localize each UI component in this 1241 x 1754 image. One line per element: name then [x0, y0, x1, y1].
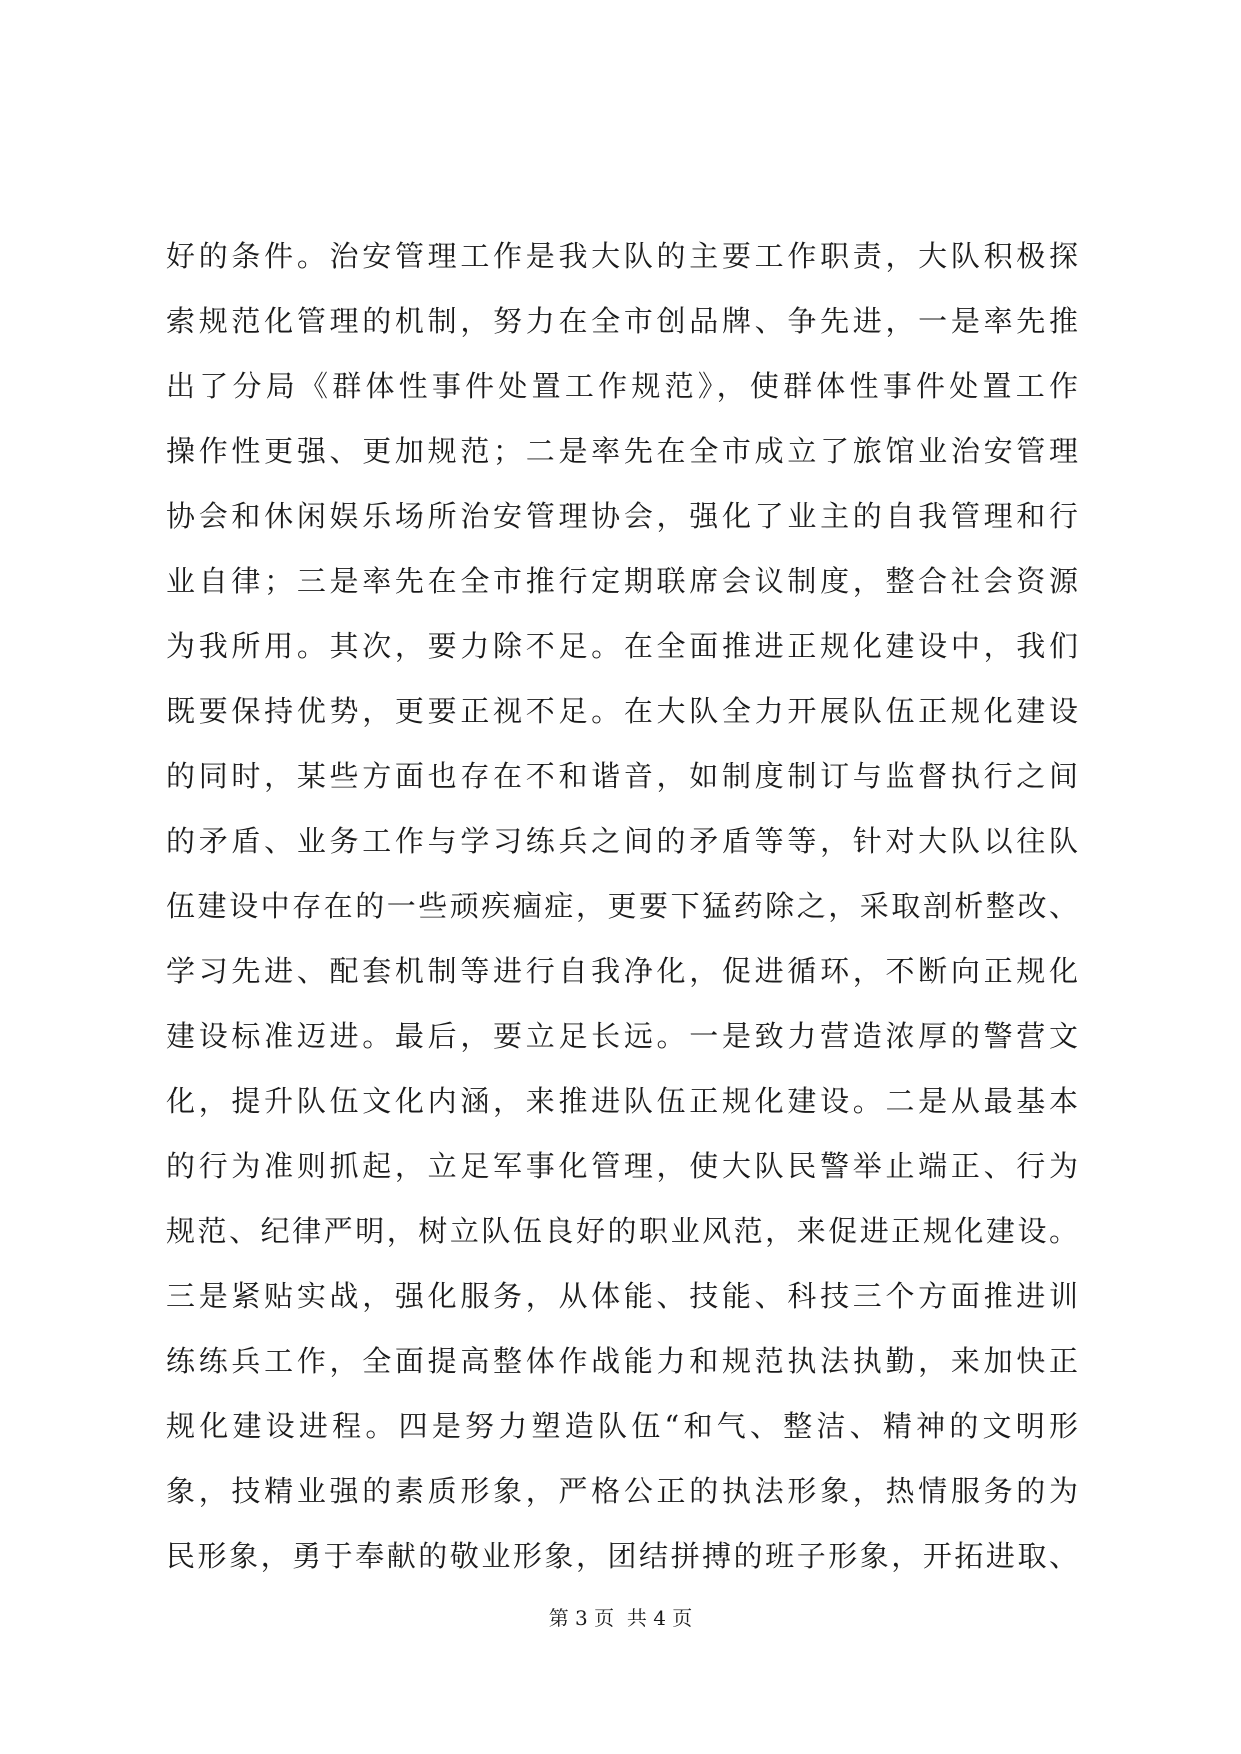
text-line: 好的条件。治安管理工作是我大队的主要工作职责，大队积极探 — [166, 239, 1078, 273]
text-line: 规范、纪律严明，树立队伍良好的职业风范，来促进正规化建设。 — [166, 1214, 1078, 1248]
text-line: 伍建设中存在的一些顽疾痼症，更要下猛药除之，采取剖析整改、 — [166, 889, 1078, 923]
text-line: 既要保持优势，更要正视不足。在大队全力开展队伍正规化建设 — [166, 694, 1078, 728]
text-line: 学习先进、配套机制等进行自我净化，促进循环，不断向正规化 — [166, 954, 1078, 988]
text-line: 操作性更强、更加规范；二是率先在全市成立了旅馆业治安管理 — [166, 434, 1078, 468]
text-line: 规化建设进程。四是努力塑造队伍“和气、整洁、精神的文明形 — [166, 1409, 1078, 1443]
text-line: 协会和休闲娱乐场所治安管理协会，强化了业主的自我管理和行 — [166, 499, 1078, 533]
page-number: 第 3 页 共 4 页 — [548, 1606, 693, 1630]
text-line: 三是紧贴实战，强化服务，从体能、技能、科技三个方面推进训 — [166, 1279, 1078, 1313]
text-line: 象，技精业强的素质形象，严格公正的执法形象，热情服务的为 — [166, 1474, 1078, 1508]
text-line: 业自律；三是率先在全市推行定期联席会议制度，整合社会资源 — [166, 564, 1078, 598]
text-line: 化，提升队伍文化内涵，来推进队伍正规化建设。二是从最基本 — [166, 1084, 1078, 1118]
text-line: 的行为准则抓起，立足军事化管理，使大队民警举止端正、行为 — [166, 1149, 1078, 1183]
text-line: 为我所用。其次，要力除不足。在全面推进正规化建设中，我们 — [166, 629, 1078, 663]
text-line: 民形象，勇于奉献的敬业形象，团结拼搏的班子形象，开拓进取、 — [166, 1539, 1078, 1573]
text-line: 索规范化管理的机制，努力在全市创品牌、争先进，一是率先推 — [166, 304, 1078, 338]
text-line: 出了分局《群体性事件处置工作规范》，使群体性事件处置工作 — [166, 369, 1078, 403]
text-line: 练练兵工作，全面提高整体作战能力和规范执法执勤，来加快正 — [166, 1344, 1078, 1378]
document-body — [166, 224, 1078, 1589]
text-line: 的同时，某些方面也存在不和谐音，如制度制订与监督执行之间 — [166, 759, 1078, 793]
page-footer — [0, 1604, 1241, 1632]
text-line: 建设标准迈进。最后，要立足长远。一是致力营造浓厚的警营文 — [166, 1019, 1078, 1053]
text-line: 的矛盾、业务工作与学习练兵之间的矛盾等等，针对大队以往队 — [166, 824, 1078, 858]
